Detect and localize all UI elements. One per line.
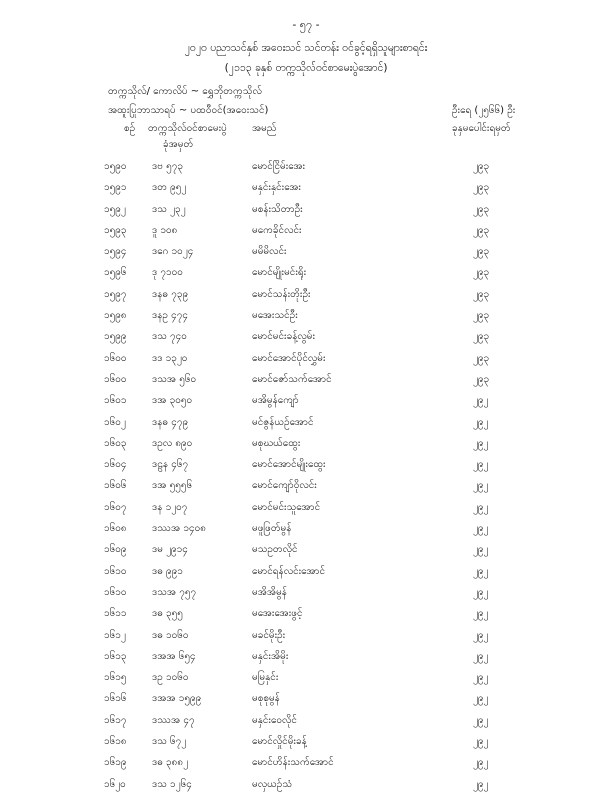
row-number: ၁၆၁၅ bbox=[104, 672, 127, 684]
row-number: ၁၆၁၂ bbox=[104, 629, 126, 641]
roll-number: ဒဓ ၁၀၆၀ bbox=[152, 629, 189, 641]
roll-number: ဒနဓ ၄၇၉ bbox=[152, 416, 189, 428]
roll-number: ဒဂေ ၁၀၂၄ bbox=[152, 246, 194, 258]
student-name: မလှယဉ်သံ bbox=[252, 778, 293, 790]
column-header-mark: ခုနှမပေါင်းရမှတ် bbox=[452, 123, 511, 134]
table-row bbox=[0, 155, 612, 176]
row-number: ၁၅၉၉ bbox=[104, 331, 127, 343]
roll-number: ဒူ ၁၀၈ bbox=[152, 224, 178, 236]
row-number: ၁၆၀၄ bbox=[104, 459, 127, 471]
table-row bbox=[0, 751, 612, 772]
total-mark: ၂၉၂ bbox=[473, 395, 489, 407]
student-name: မနှင်းအိမိုး bbox=[252, 650, 289, 662]
table-row bbox=[0, 240, 612, 261]
row-number: ၁၆၁၉ bbox=[104, 757, 127, 769]
roll-number: ဒဿအ ၄၇ bbox=[152, 714, 195, 726]
row-number: ၁၅၉၈ bbox=[104, 310, 127, 322]
student-name: မမိမိလင်း bbox=[252, 246, 287, 258]
student-name: မအေးသင်ဦး bbox=[252, 310, 298, 322]
row-number: ၁၆၀၈ bbox=[104, 523, 127, 535]
table-row bbox=[0, 581, 612, 602]
total-mark: ၂၉၂ bbox=[473, 437, 489, 449]
roll-number: ဒဗ ၅၇၃ bbox=[152, 161, 183, 172]
student-name: မောင်မင်းသူအောင် bbox=[252, 501, 321, 513]
table-row bbox=[0, 624, 612, 645]
total-mark: ၂၉၂ bbox=[473, 459, 489, 471]
row-number: ၁၅၉၆ bbox=[104, 267, 127, 279]
total-mark: ၂၉၂ bbox=[473, 480, 489, 492]
student-name: မဖူဖြတ်မွန် bbox=[252, 523, 292, 535]
total-mark: ၂၉၂ bbox=[473, 757, 489, 769]
total-mark: ၂၉၃ bbox=[473, 352, 490, 364]
total-mark: ၂၉၃ bbox=[473, 161, 490, 172]
row-number: ၁၅၉၁ bbox=[104, 182, 127, 194]
column-header-no: စဉ် bbox=[124, 123, 136, 134]
student-name: မောင်မင်းခန့်လွမ်း bbox=[252, 331, 316, 343]
table-row bbox=[0, 347, 612, 368]
total-mark: ၂၉၃ bbox=[473, 224, 490, 236]
row-number: ၁၆၀၀ bbox=[104, 352, 127, 364]
student-name: မစုဃယ်ထွေး bbox=[252, 437, 301, 449]
student-name: မနှင်းဝေလိုင် bbox=[252, 714, 297, 726]
total-mark: ၂၉၂ bbox=[473, 693, 489, 705]
total-mark: ၂၉၂ bbox=[473, 714, 489, 726]
row-number: ၁၅၉၀ bbox=[104, 161, 127, 172]
table-row bbox=[0, 517, 612, 538]
roll-number: ဒသ ၂၃၂ bbox=[152, 203, 186, 215]
roll-number: ဒတ ၉၅၂ bbox=[152, 182, 187, 194]
roll-number: ဒဓ ၃၅၅ bbox=[152, 608, 183, 620]
total-mark: ၂၉၂ bbox=[473, 608, 489, 620]
results-table bbox=[0, 155, 612, 794]
row-number: ၁၆၁၁ bbox=[104, 608, 127, 620]
total-mark: ၂၉၂ bbox=[473, 629, 489, 641]
subject-label: အထူးပြုဘာသာရပ် ~ ပထဝီဝင်(အဝေးသင်) bbox=[108, 105, 269, 116]
roll-number: ဒဓ ၃၈၈၂ bbox=[152, 757, 188, 769]
table-row bbox=[0, 602, 612, 623]
roll-number: ဒနဓ ၇၃၉ bbox=[152, 288, 189, 300]
page-number: - ၅၇ - bbox=[292, 18, 320, 31]
table-row bbox=[0, 368, 612, 389]
student-name: မသဥတလိုင် bbox=[252, 544, 298, 556]
table-row bbox=[0, 325, 612, 346]
total-mark: ၂၉၂ bbox=[473, 523, 489, 535]
roll-number: ဒသ ၆၇၂ bbox=[152, 736, 187, 748]
total-mark: ၂၉၂ bbox=[473, 416, 489, 428]
title-line-2: (၂၁၁၃ ခုနှစ် တက္ကသိုလ်ဝင်စာမေးပွဲအောင်) bbox=[224, 62, 388, 74]
student-name: မောင်မျိုးမင်းရိုး bbox=[252, 267, 307, 279]
roll-number: ဒအအ ၁၅၉၉ bbox=[152, 693, 202, 705]
university-label: တက္ကသိုလ်/ ကောလိပ် ~ ရွှေဘိုတက္ကသိုလ် bbox=[108, 86, 262, 97]
table-row bbox=[0, 730, 612, 751]
student-name: မောင်အောင်ပိုင်လွှမ်း bbox=[252, 352, 326, 364]
roll-number: ဒဓ ၉၉၁ bbox=[152, 565, 183, 577]
row-number: ၁၆၀၃ bbox=[104, 437, 127, 449]
table-row bbox=[0, 538, 612, 559]
row-number: ၁၆၀၉ bbox=[104, 544, 127, 556]
roll-number: ဒန ၁၂၀၇ bbox=[152, 501, 188, 513]
total-mark: ၂၉၂ bbox=[473, 544, 489, 556]
total-mark: ၂၉၂ bbox=[473, 672, 489, 684]
table-row bbox=[0, 453, 612, 474]
student-name: မင်ဇွန်ယဉ်အောင် bbox=[252, 416, 314, 428]
table-row bbox=[0, 176, 612, 197]
roll-number: ဒအ ၅၅၅၆ bbox=[152, 480, 193, 492]
student-name: မောင်ငြိမ်းအေး bbox=[252, 161, 306, 172]
title-line-1: ၂၀၂၀ ပညာသင်နှစ် အဝေးသင် သင်တန်း ဝင်ခွင့်ရရှိသူများစာရင်း bbox=[184, 42, 428, 54]
table-row bbox=[0, 411, 612, 432]
student-name: မအိမွန်ကျော် bbox=[252, 395, 299, 407]
student-name: မစုစုမွန် bbox=[252, 693, 280, 705]
table-row bbox=[0, 560, 612, 581]
row-number: ၁၆၁၀ bbox=[104, 565, 127, 577]
total-mark: ၂၉၃ bbox=[473, 373, 490, 385]
roll-number: ဒနဥ ၄၇၄ bbox=[152, 310, 188, 322]
total-mark: ၂၉၂ bbox=[473, 650, 489, 662]
student-name: မောင်ဇော်သက်အောင် bbox=[252, 373, 332, 385]
total-mark: ၂၉၂ bbox=[473, 778, 489, 790]
student-name: မစန်းသိတာဦး bbox=[252, 203, 303, 215]
roll-number: ဒအအ ၆၅၄ bbox=[152, 650, 196, 662]
table-row bbox=[0, 687, 612, 708]
roll-number: ဒသ ၁၂၆၄ bbox=[152, 778, 192, 790]
row-number: ၁၆၀၁ bbox=[104, 395, 127, 407]
row-number: ၁၅၉၂ bbox=[104, 203, 126, 215]
student-name: မခင်မိုးဦး bbox=[252, 629, 286, 641]
roll-number: ဒဥ ၁၀၆၀ bbox=[152, 672, 189, 684]
total-mark: ၂၉၂ bbox=[473, 736, 489, 748]
table-row bbox=[0, 773, 612, 794]
student-name: မအိအိမွန် bbox=[252, 586, 287, 598]
row-number: ၁၆၀၀ bbox=[104, 373, 127, 385]
roll-number: ဒဥလ ၈၉၀ bbox=[152, 437, 193, 449]
total-mark: ၂၉၃ bbox=[473, 203, 490, 215]
student-name: မောင်ကျော်ဝိုလင်း bbox=[252, 480, 317, 492]
student-name: မောင်ဟိန်းသက်အောင် bbox=[252, 757, 334, 769]
roll-number: ဒဒ ၁၃၂၀ bbox=[152, 352, 188, 364]
table-row bbox=[0, 261, 612, 282]
student-name: မအေးအေးဖွင့် bbox=[252, 608, 303, 620]
table-row bbox=[0, 389, 612, 410]
row-number: ၁၆၁၇ bbox=[104, 714, 127, 726]
row-number: ၁၅၉၄ bbox=[104, 246, 127, 258]
total-mark: ၂၉၃ bbox=[473, 310, 490, 322]
student-name: မောင်ရန်လင်းအောင် bbox=[252, 565, 326, 577]
roll-number: ဒမ ၂၉၁၄ bbox=[152, 544, 188, 556]
column-header-roll-sub: ခုံအမှတ် bbox=[163, 139, 194, 150]
roll-number: ဒသအ ၇၅၇ bbox=[152, 586, 197, 598]
total-mark: ၂၉၂ bbox=[473, 586, 489, 598]
total-mark: ၂၉၃ bbox=[473, 182, 490, 194]
row-number: ၁၆၁၆ bbox=[104, 693, 127, 705]
row-number: ၁၆၀၆ bbox=[104, 480, 127, 492]
total-mark: ၂၉၃ bbox=[473, 331, 490, 343]
roll-number: ဒု ၇၁၀၀ bbox=[152, 267, 183, 279]
table-row bbox=[0, 304, 612, 325]
row-number: ၁၅၉၇ bbox=[104, 288, 127, 300]
student-name: မနှင်းနှင်းအေး bbox=[252, 182, 301, 194]
roll-number: ဒအ ၃၀၅၀ bbox=[152, 395, 193, 407]
row-number: ၁၆၀၂ bbox=[104, 416, 126, 428]
row-number: ၁၆၂၀ bbox=[104, 778, 126, 790]
table-row bbox=[0, 474, 612, 495]
table-row bbox=[0, 709, 612, 730]
table-row bbox=[0, 666, 612, 687]
table-row bbox=[0, 432, 612, 453]
total-count-label: ဦးရေ (၂၅၆၆) ဦး bbox=[452, 105, 516, 116]
total-mark: ၂၉၃ bbox=[473, 267, 490, 279]
total-mark: ၂၉၃ bbox=[473, 288, 490, 300]
total-mark: ၂၉၂ bbox=[473, 501, 489, 513]
table-row bbox=[0, 645, 612, 666]
column-header-roll: တက္ကသိုလ်ဝင်စာမေးပွဲ bbox=[148, 123, 227, 134]
table-row bbox=[0, 496, 612, 517]
roll-number: ဒဿအ ၁၄၀၈ bbox=[152, 523, 206, 535]
student-name: မကေခိုင်လင်း bbox=[252, 224, 302, 236]
student-name: မမြနှင်း bbox=[252, 672, 279, 684]
table-row bbox=[0, 219, 612, 240]
row-number: ၁၆၀၇ bbox=[104, 501, 127, 513]
row-number: ၁၆၁၈ bbox=[104, 736, 127, 748]
roll-number: ဒသ ၇၄၀ bbox=[152, 331, 187, 343]
total-mark: ၂၉၃ bbox=[473, 246, 490, 258]
table-row bbox=[0, 198, 612, 219]
roll-number: ဒသအ ၅၆၀ bbox=[152, 373, 197, 385]
student-name: မောင်လှိုင်မိုးခန့် bbox=[252, 736, 307, 748]
table-row bbox=[0, 283, 612, 304]
total-mark: ၂၉၂ bbox=[473, 565, 489, 577]
column-header-name: အမည် bbox=[252, 123, 277, 134]
row-number: ၁၅၉၃ bbox=[104, 224, 127, 236]
student-name: မောင်အောင်မျိုးထွေး bbox=[252, 459, 326, 471]
student-name: မောင်သန်းတိုးဦး bbox=[252, 288, 311, 300]
row-number: ၁၆၁၃ bbox=[104, 650, 127, 662]
roll-number: ဒဠန ၄၆၇ bbox=[152, 459, 189, 471]
row-number: ၁၆၁၀ bbox=[104, 586, 127, 598]
